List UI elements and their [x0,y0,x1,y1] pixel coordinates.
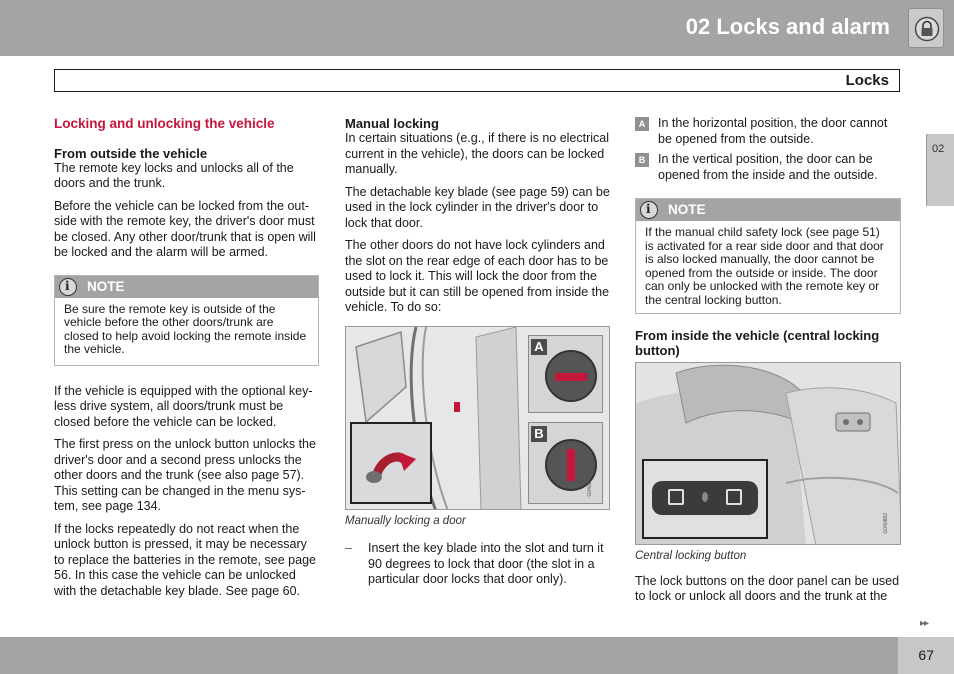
figure-code: G040881 [586,475,593,497]
lock-knob-horizontal [545,350,597,402]
legend-item-b [635,152,901,183]
list-dash: – [345,541,352,555]
figure-caption: Central locking button [635,550,747,562]
lock-icon [908,8,944,48]
label-b: B [531,426,547,442]
panel-b [528,422,603,504]
central-lock-figure [635,362,901,545]
paragraph: The detachable key blade (see page 59) can be used in the lock cylinder in the driver's door to lock that door. [345,184,610,230]
paragraph: The first press on the unlock button unlocks the driver's door and a second press unlocks the other doors and the trunk (see also page 57). This setting can be changed in the menu sys-tem, see page 134. [54,437,316,513]
section-bar [54,69,900,92]
lock-icon [726,489,742,505]
chapter-tab[interactable] [926,134,954,206]
legend-text-a: In the horizontal position, the door cannot be opened from the outside. [658,116,888,146]
page-number-box [898,637,954,674]
page-header [0,0,954,56]
panel-a [528,335,603,413]
info-icon [640,201,658,219]
paragraph: Before the vehicle can be locked from the out-side with the remote key, the driver's door must be closed. Any other door/trunk that is open will be locked and the alarm will be armed. [54,198,316,259]
paragraph: The remote key locks and unlocks all of the doors and the trunk. [54,160,294,190]
figure-code: G040882 [882,513,889,534]
lock-button-panel [652,481,758,515]
figure-caption: Manually locking a door [345,514,466,527]
column-3 [635,116,901,612]
central-lock-inset [642,459,768,539]
note-header [55,276,318,298]
paragraph: If the vehicle is equipped with the optional key-less drive system, all doors/trunk must be closed before the vehicle can be locked. [54,383,313,429]
list-item-text: Insert the key blade into the slot and turn it 90 degrees to lock that door (the slot in a particular door locks that door only). [368,541,604,586]
note-header [636,199,900,221]
section-heading: Locking and unlocking the vehicle [54,116,275,131]
note-box [635,198,901,314]
label-a: A [531,339,547,355]
chapter-title: 02 Locks and alarm [685,14,890,39]
note-label: NOTE [87,278,125,294]
paragraph: The other doors do not have lock cylinders and the slot on the rear edge of each door has to be used to lock it. This will lock the door from the outside but it can still be opened from inside the vehicle. To do so: [345,238,610,314]
list-item [345,541,610,588]
chapter-tab-label: 02 [932,143,945,155]
note-text: If the manual child safety lock (see page 51) is activated for a rear side door and that door is also locked manually, the door cannot be opened from the outside or inside. The door can only be unlocked with the remote key or the central locking button. [645,225,884,307]
info-icon [59,278,77,296]
note-text: Be sure the remote key is outside of the vehicle before the other doors/trunk are closed to help avoid locking the remote inside the vehicle. [64,301,307,356]
subheading: From inside the vehicle (central locking button) [635,328,880,358]
legend-text-b: In the vertical position, the door can be opened from the inside and the outside. [658,152,878,182]
page-footer [0,637,954,674]
legend-item-a [635,116,901,147]
section-title: Locks [845,72,889,89]
subheading: From outside the vehicle [54,145,208,161]
note-label: NOTE [668,202,706,217]
legend-letter-b: B [635,153,649,167]
note-box [54,275,319,366]
paragraph: If the locks repeatedly do not react when the unlock button is pressed, it may be necessary to replace the batteries in the remote, see page 56. In this case the vehicle can be unlocked with the detachable key blade. See page 60. [54,521,316,598]
paragraph: In certain situations (e.g., if there is no electrical current in the vehicle), the doors can be locked manually. [345,131,610,176]
page-number: 67 [918,647,934,663]
unlock-icon [668,489,684,505]
paragraph: The lock buttons on the door panel can be used to lock or unlock all doors and the trunk at the [635,573,900,603]
manual-lock-figure [345,326,610,510]
subheading: Manual locking [345,116,439,131]
column-1 [54,116,319,606]
legend-letter-a: A [635,117,649,131]
continue-arrow-icon: ▸▸ [920,618,929,629]
column-2 [345,116,610,588]
